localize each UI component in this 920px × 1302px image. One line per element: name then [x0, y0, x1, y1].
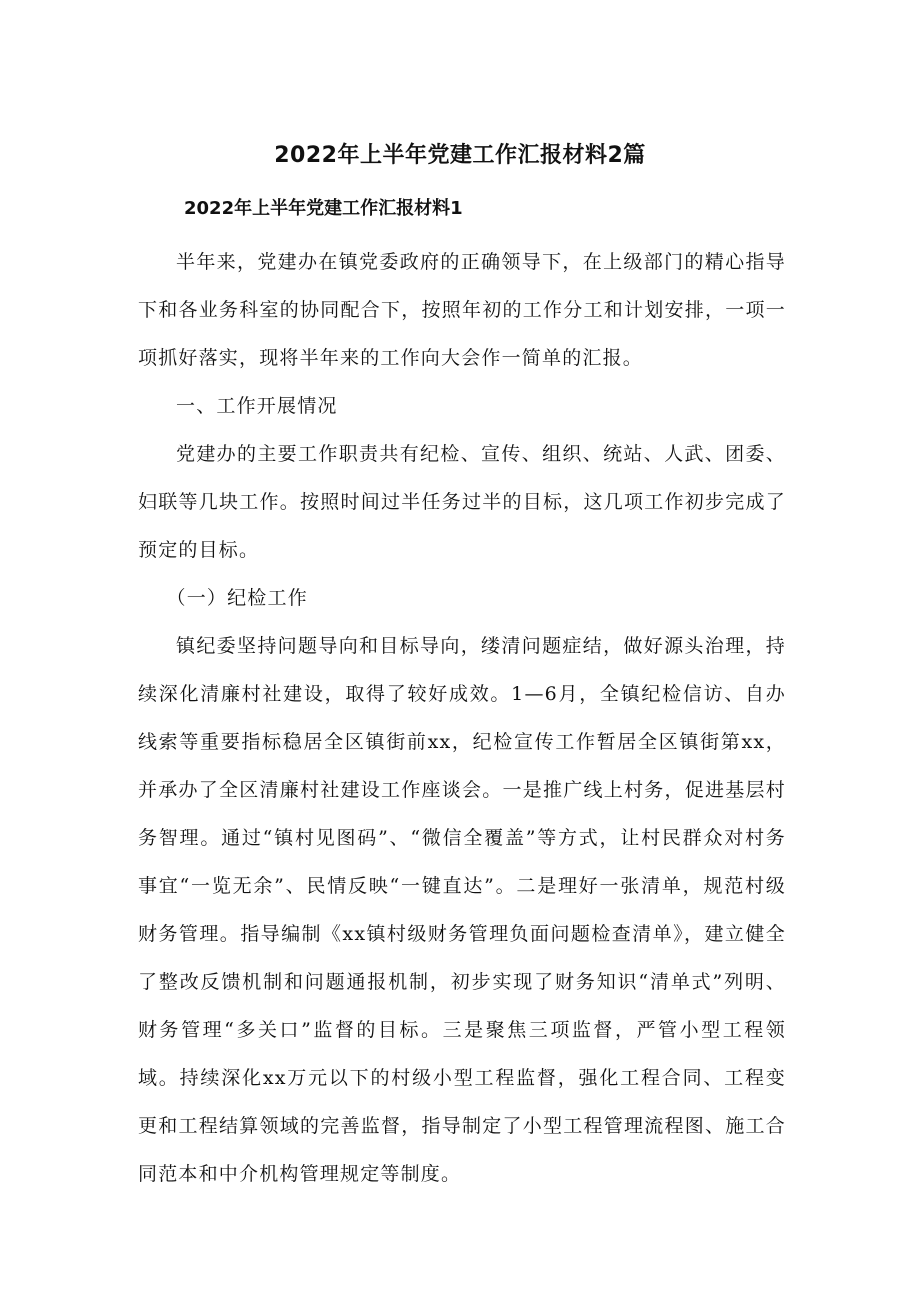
- subsection-heading: （一）纪检工作: [166, 587, 308, 609]
- paragraph-discipline-work: 镇纪委坚持问题导向和目标导向，缕清问题症结，做好源头治理，持续深化清廉村社建设，取得了较好成效。1—6月，全镇纪检信访、自办线索等重要指标稳居全区镇街前xx，纪检宣传工作暂居全区镇街第xx，并承办了全区清廉村社建设工作座谈会。一是推广线上村务，促进基层村务智理。通过“镇村见图码”、“微信全覆盖”等方式，让村民群众对村务事宜“一览无余”、民情反映“一键直达”。二是理好一张清单，规范村级财务管理。指导编制《xx镇村级财务管理负面问题检查清单》，建立健全了整改反馈机制和问题通报机制，初步实现了财务知识“清单式”列明、财务管理“多关口”监督的目标。三是聚焦三项监督，严管小型工程领域。持续深化xx万元以下的村级小型工程监督，强化工程合同、工程变更和工程结算领域的完善监督，指导制定了小型工程管理流程图、施工合同范本和中介机构管理规定等制度。: [138, 635, 786, 1185]
- paragraph-intro: 半年来，党建办在镇党委政府的正确领导下，在上级部门的精心指导下和各业务科室的协同配合下，按照年初的工作分工和计划安排，一项一项抓好落实，现将半年来的工作向大会作一简单的汇报。: [138, 251, 786, 369]
- document-subtitle: 2022年上半年党建工作汇报材料1: [184, 198, 463, 219]
- document-body: [138, 238, 786, 1198]
- section-heading: 一、工作开展情况: [176, 395, 338, 417]
- document-title: 2022年上半年党建工作汇报材料2篇: [274, 143, 646, 168]
- paragraph-overview: 党建办的主要工作职责共有纪检、宣传、组织、统站、人武、团委、妇联等几块工作。按照时间过半任务过半的目标，这几项工作初步完成了预定的目标。: [138, 443, 786, 561]
